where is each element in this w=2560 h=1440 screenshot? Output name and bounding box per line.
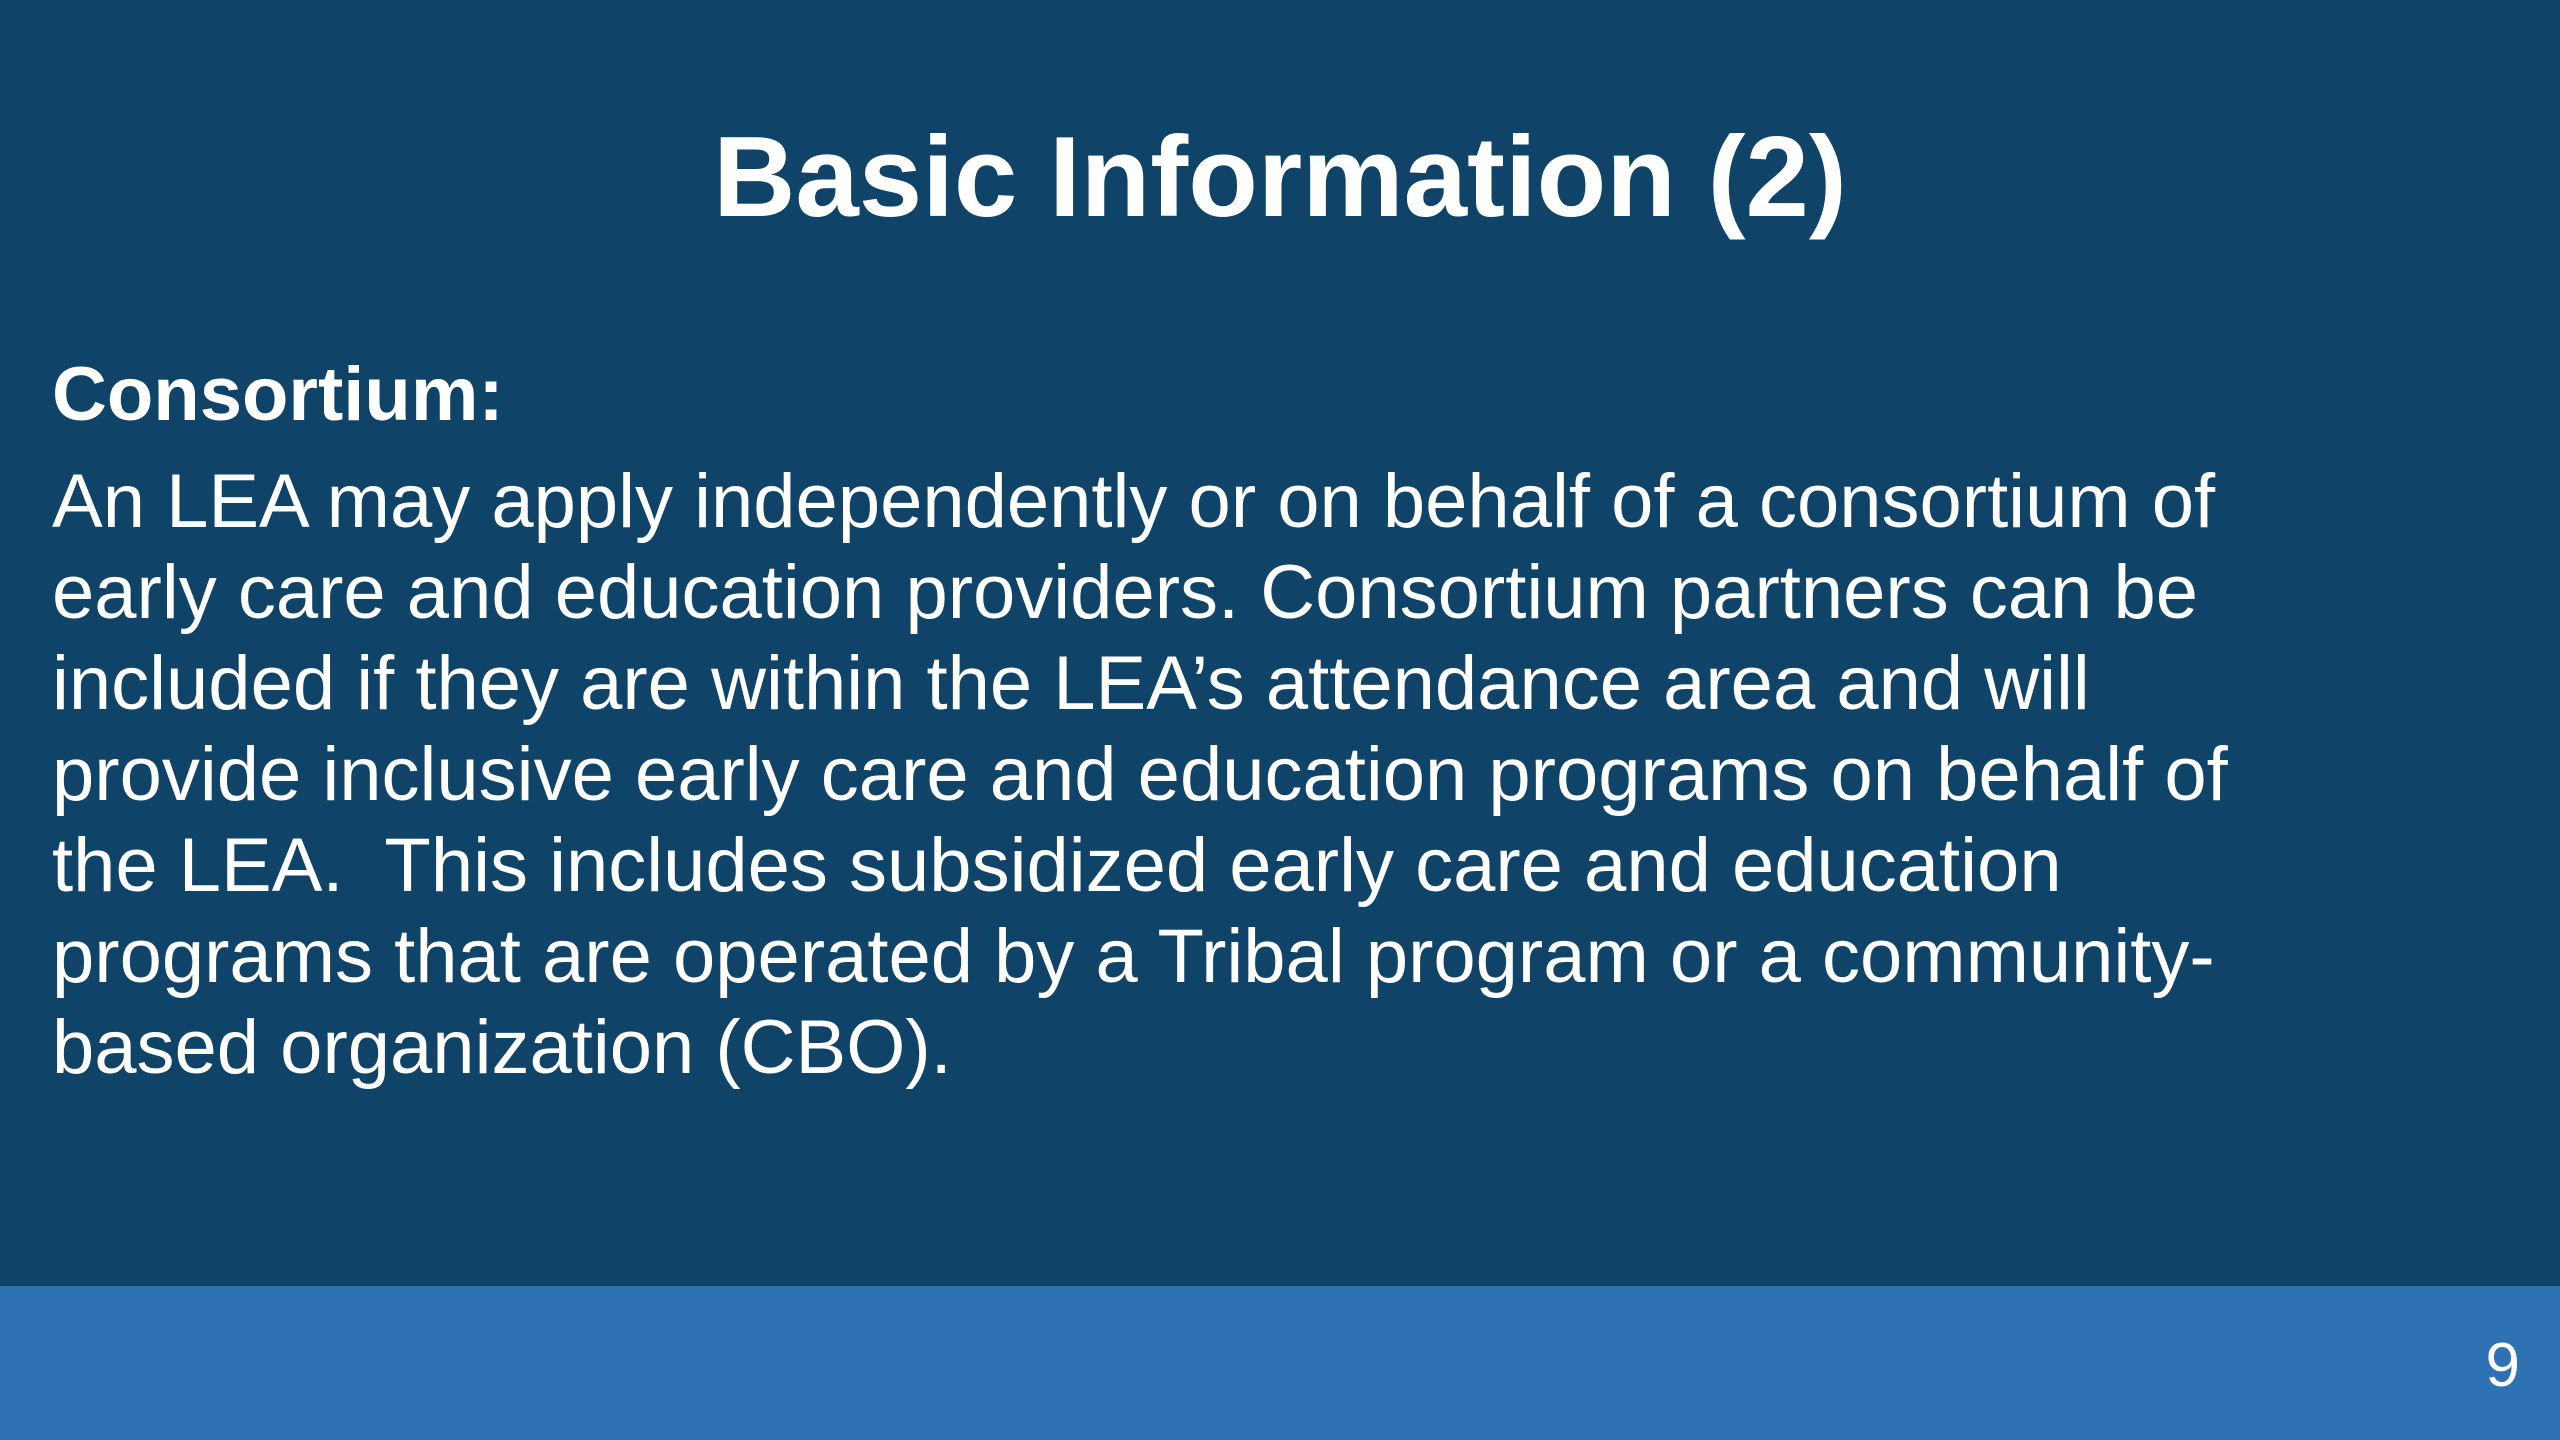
- section-heading-consortium: Consortium:: [52, 352, 504, 437]
- slide-content: [52, 340, 2522, 1093]
- body-line: programs that are operated by a Tribal program or a community-: [52, 914, 2215, 999]
- body-line: An LEA may apply independently or on behalf of a consortium of: [52, 459, 2216, 544]
- body-line: included if they are within the LEA’s attendance area and will: [52, 641, 2090, 726]
- body-line: early care and education providers. Consortium partners can be: [52, 550, 2199, 635]
- footer-bar: [0, 1286, 2560, 1440]
- slide-title: Basic Information (2): [713, 114, 1847, 241]
- body-line: based organization (CBO).: [52, 1005, 952, 1090]
- page-number: 9: [2485, 1331, 2520, 1400]
- body-line: provide inclusive early care and education programs on behalf of: [52, 732, 2228, 817]
- body-paragraph: [52, 456, 2522, 1093]
- body-line: the LEA. This includes subsidized early care and education: [52, 823, 2062, 908]
